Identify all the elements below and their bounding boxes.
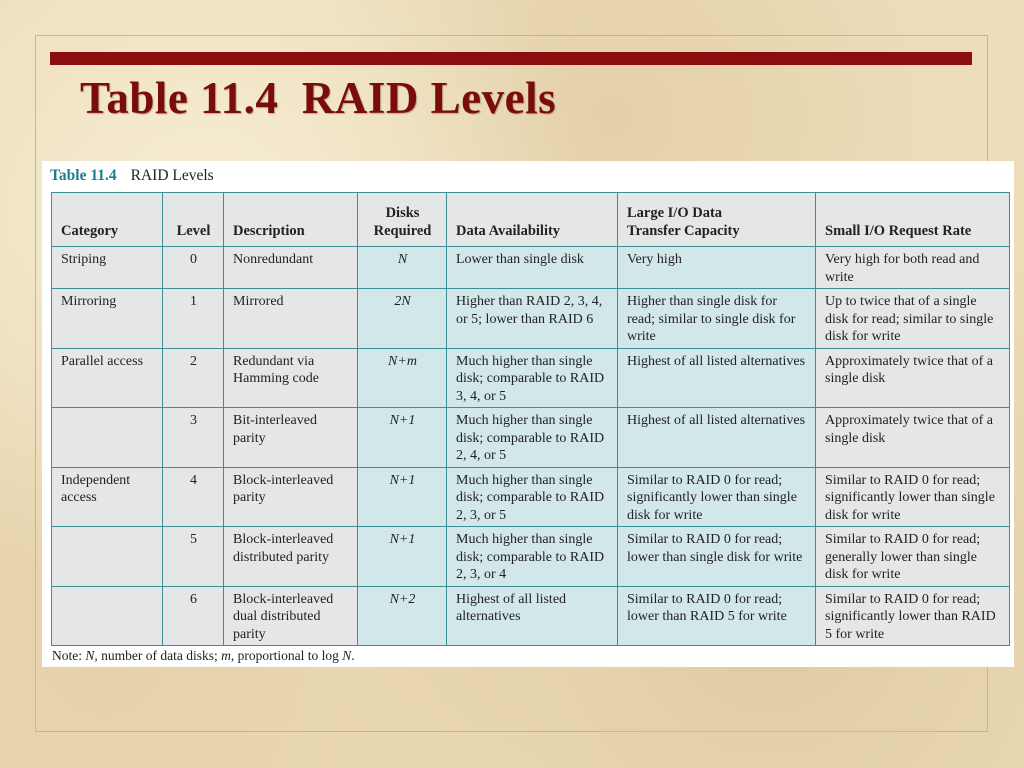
cell-disks: N+2 [358,586,447,646]
table-note [52,648,355,664]
cell-level: 4 [163,467,224,527]
table-row [52,408,1010,468]
cell-transfer: Similar to RAID 0 for read; significantly lower than single disk for write [618,467,816,527]
cell-disks: N [358,247,447,289]
note-n2: N [342,648,352,663]
cell-level: 2 [163,348,224,408]
cell-category: Independent access [52,467,163,527]
cell-availability: Highest of all listed alternatives [447,586,618,646]
cell-level: 5 [163,527,224,587]
cell-transfer: Highest of all listed alternatives [618,408,816,468]
table-caption-number: Table 11.4 [50,167,117,184]
cell-category [52,527,163,587]
cell-request-rate: Similar to RAID 0 for read; significantly lower than single disk for write [816,467,1010,527]
table-row [52,289,1010,349]
cell-level: 6 [163,586,224,646]
cell-disks: N+1 [358,467,447,527]
table-caption [50,167,214,185]
cell-description: Block-interleaved parity [224,467,358,527]
cell-disks: N+1 [358,408,447,468]
table-row [52,247,1010,289]
cell-category: Striping [52,247,163,289]
note-m: m [221,648,231,663]
cell-transfer: Similar to RAID 0 for read; lower than single disk for write [618,527,816,587]
header-transfer-line1: Large I/O Data [627,205,723,221]
note-period: . [351,648,355,663]
raid-table [51,192,1010,646]
header-transfer-line2: Transfer Capacity [627,222,740,239]
cell-category [52,586,163,646]
cell-availability: Much higher than single disk; comparable to RAID 2, 3, or 4 [447,527,618,587]
table-row [52,467,1010,527]
header-disks-line2: Required [373,222,432,239]
header-row [52,193,1010,247]
header-disks-line1: Disks [385,205,420,221]
slide-title: Table 11.4 RAID Levels [80,73,557,123]
note-mid: , number of data disks; [94,648,222,663]
cell-disks: 2N [358,289,447,349]
cell-availability: Lower than single disk [447,247,618,289]
header-transfer-capacity [618,193,816,247]
cell-request-rate: Similar to RAID 0 for read; generally lower than single disk for write [816,527,1010,587]
cell-category: Parallel access [52,348,163,408]
cell-transfer: Higher than single disk for read; similar to single disk for write [618,289,816,349]
cell-request-rate: Similar to RAID 0 for read; significantly lower than RAID 5 for write [816,586,1010,646]
cell-request-rate: Approximately twice that of a single disk [816,348,1010,408]
cell-request-rate: Very high for both read and write [816,247,1010,289]
cell-level: 3 [163,408,224,468]
cell-availability: Much higher than single disk; comparable to RAID 3, 4, or 5 [447,348,618,408]
cell-description: Redundant via Hamming code [224,348,358,408]
cell-description: Nonredundant [224,247,358,289]
cell-description: Bit-interleaved parity [224,408,358,468]
cell-description: Block-interleaved dual distributed parity [224,586,358,646]
title-bar [50,52,972,65]
cell-description: Mirrored [224,289,358,349]
table-row [52,348,1010,408]
cell-disks: N+1 [358,527,447,587]
header-level: Level [163,193,224,247]
cell-category: Mirroring [52,289,163,349]
header-description: Description [224,193,358,247]
cell-description: Block-interleaved distributed parity [224,527,358,587]
cell-category [52,408,163,468]
cell-disks: N+m [358,348,447,408]
cell-availability: Higher than RAID 2, 3, 4, or 5; lower than RAID 6 [447,289,618,349]
cell-request-rate: Approximately twice that of a single disk [816,408,1010,468]
note-end: , proportional to log [230,648,343,663]
cell-level: 0 [163,247,224,289]
cell-availability: Much higher than single disk; comparable to RAID 2, 4, or 5 [447,408,618,468]
note-prefix: Note: [52,648,86,663]
header-data-availability: Data Availability [447,193,618,247]
table-caption-title: RAID Levels [130,167,214,184]
cell-level: 1 [163,289,224,349]
cell-transfer: Similar to RAID 0 for read; lower than RAID 5 for write [618,586,816,646]
header-category: Category [52,193,163,247]
cell-availability: Much higher than single disk; comparable to RAID 2, 3, or 5 [447,467,618,527]
header-disks-required [358,193,447,247]
note-n: N [85,648,95,663]
cell-transfer: Very high [618,247,816,289]
table-row [52,527,1010,587]
header-request-rate: Small I/O Request Rate [816,193,1010,247]
cell-transfer: Highest of all listed alternatives [618,348,816,408]
table-row [52,586,1010,646]
table-panel [42,161,1014,667]
cell-request-rate: Up to twice that of a single disk for read; similar to single disk for write [816,289,1010,349]
